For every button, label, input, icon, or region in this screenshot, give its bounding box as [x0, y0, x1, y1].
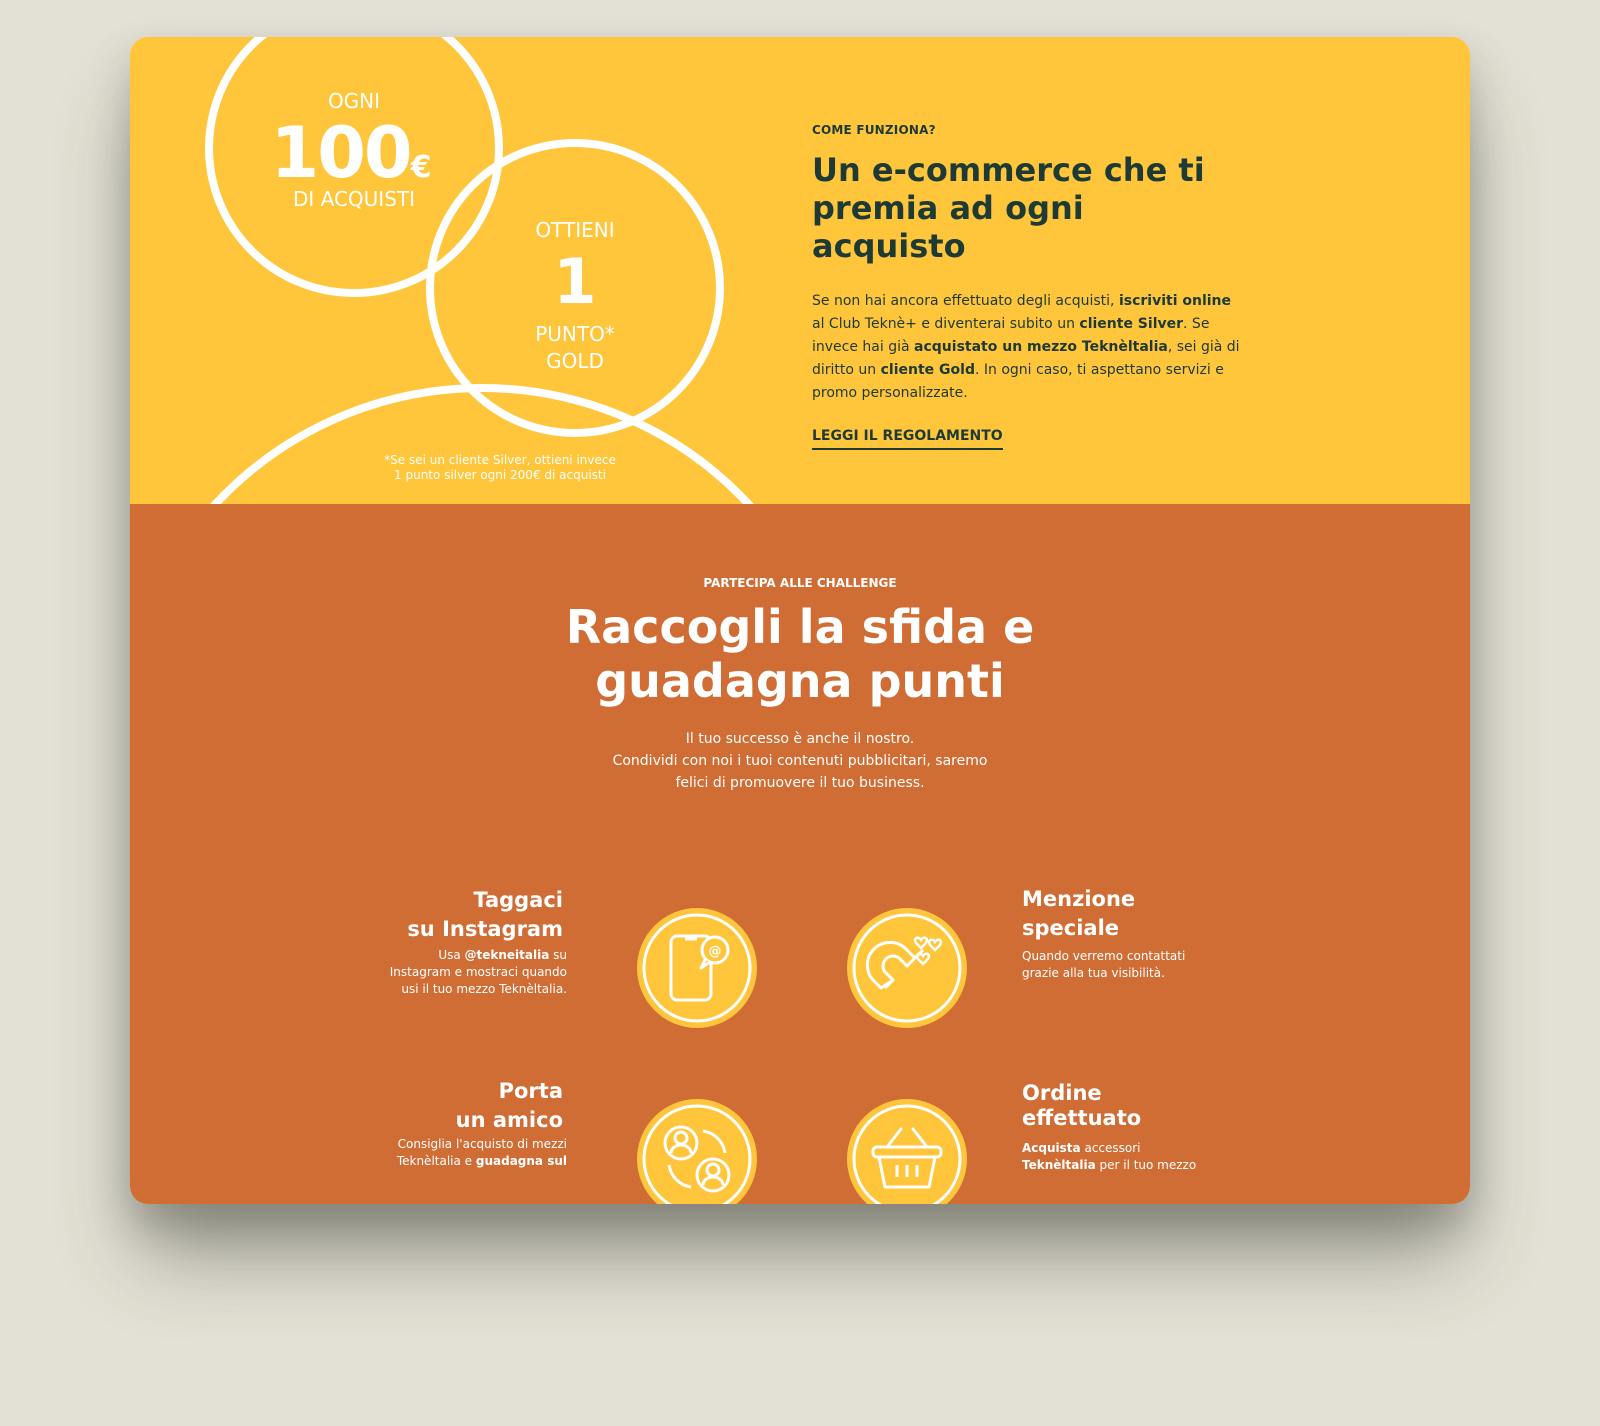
how-paragraph: Se non hai ancora effettuato degli acquisti, iscriviti online al Club Teknè+ e diventerai subito un cliente Silver. Se invece hai già acquistato un mezzo Teknèltalia, sei già di diritto un cliente Gold. In ogni caso, ti aspettano servizi e promo personalizzate.: [812, 293, 1240, 401]
how-eyebrow: COME FUNZIONA?: [812, 123, 936, 137]
hero-ottieni: OTTIENI: [535, 218, 615, 242]
item-mention-title: Menzione speciale: [1022, 887, 1136, 940]
hero-punto-gold: PUNTO* GOLD: [535, 322, 615, 373]
how-it-works: [812, 123, 1242, 450]
hero-section: [130, 37, 1470, 504]
page-card: [130, 37, 1470, 1204]
basket-icon: [845, 1097, 969, 1204]
hero-currency: €: [410, 150, 430, 185]
item-order-title: Ordine effettuato: [1022, 1081, 1142, 1130]
item-friend-title: Porta un amico: [455, 1079, 563, 1132]
challenge-text: Il tuo successo è anche il nostro. Condividi con noi i tuoi contenuti pubblicitari, saremo felici di promuovere il tuo business.: [612, 731, 988, 791]
challenge-section: [130, 504, 1470, 1204]
users-exchange-icon: [635, 1097, 759, 1204]
hero-amount: 100€: [270, 112, 430, 194]
svg-text:@: @: [708, 944, 722, 959]
hero-footnote: *Se sei un cliente Silver, ottieni invece 1 punto silver ogni 200€ di acquisti: [384, 453, 616, 482]
read-rules-link[interactable]: LEGGI IL REGOLAMENTO: [812, 428, 1003, 450]
challenge-title: Raccogli la sfida e guadagna punti: [565, 600, 1035, 708]
item-friend-desc: Consiglia l'acquisto di mezzi Teknèltalia e guadagna sul: [396, 1137, 567, 1168]
how-title: Un e-commerce che ti premia ad ogni acquisto: [812, 151, 1205, 265]
item-instagram-title: Taggaci su Instagram: [407, 888, 563, 941]
hero-ogni: OGNI: [327, 89, 381, 113]
hero-di-acquisti: DI ACQUISTI: [292, 187, 416, 211]
item-instagram-desc: Usa @tekneitalia su Instagram e mostraci quando usi il tuo mezzo Teknèltalia.: [389, 948, 567, 996]
item-mention-desc: Quando verremo contattati grazie alla tua visibilità.: [1022, 949, 1186, 980]
magnet-hearts-icon: [845, 906, 969, 1030]
phone-mention-icon: [635, 906, 759, 1030]
challenge-eyebrow: PARTECIPA ALLE CHALLENGE: [703, 576, 897, 590]
hero-points: 1: [553, 245, 597, 318]
item-order-desc: Acquista accessori Teknèltalia per il tuo mezzo: [1022, 1141, 1197, 1172]
